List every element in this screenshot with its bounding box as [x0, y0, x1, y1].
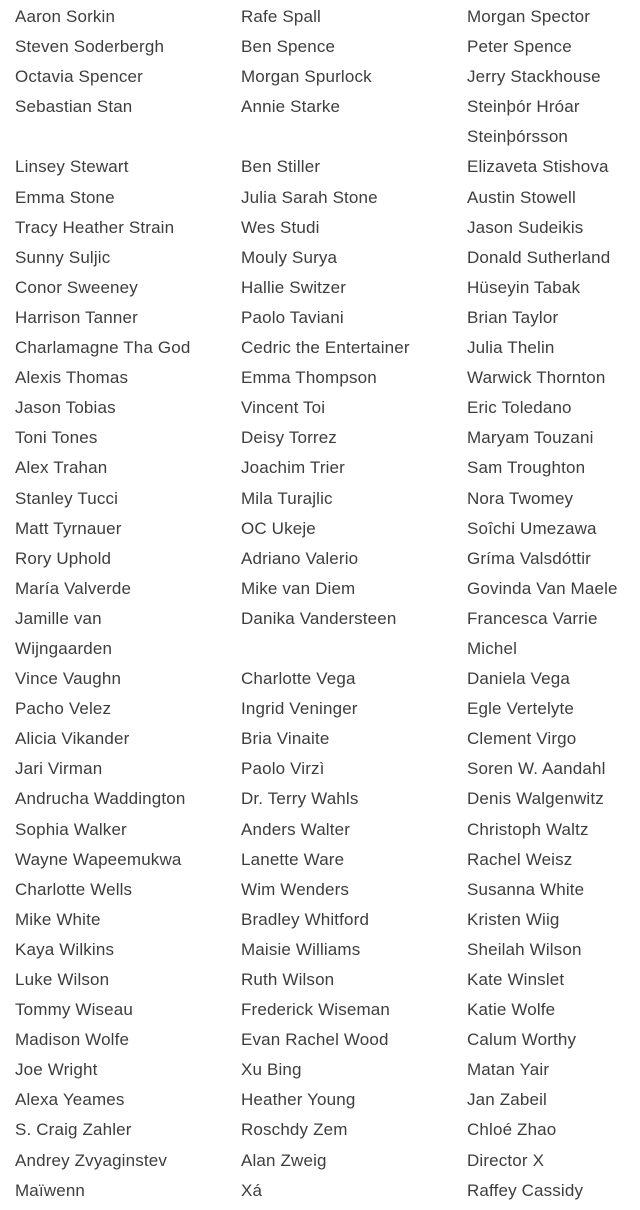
name-entry: Frederick Wiseman — [241, 1000, 390, 1020]
name-entry: Joe Wright — [15, 1060, 98, 1080]
name-entry: Wim Wenders — [241, 879, 350, 899]
name-entry: Xá — [241, 1180, 263, 1200]
name-entry: Rafe Spall — [241, 7, 321, 26]
name-entry: Kate Winslet — [467, 970, 565, 989]
name-entry: Madison Wolfe — [15, 1030, 130, 1050]
name-entry: Wijngaarden — [15, 638, 113, 658]
name-entry: Peter Spence — [467, 37, 572, 57]
name-entry: Alexa Yeames — [15, 1090, 125, 1110]
name-entry: Anders Walter — [241, 819, 351, 839]
name-entry: Jamille van — [15, 608, 102, 628]
name-entry: Jason Tobias — [15, 398, 116, 418]
name-entry: S. Craig Zahler — [15, 1120, 132, 1140]
name-entry: Joachim Trier — [241, 458, 345, 478]
name-entry: Hallie Switzer — [241, 277, 347, 297]
name-entry: Maryam Touzani — [467, 428, 594, 448]
name-entry: Soren W. Aandahl — [467, 759, 606, 779]
name-entry: Kristen Wiig — [467, 909, 560, 929]
name-entry: Alexis Thomas — [15, 368, 129, 388]
name-entry: Jason Sudeikis — [467, 217, 584, 237]
name-entry: Michel — [467, 638, 518, 658]
name-entry: María Valverde — [15, 578, 132, 598]
name-entry: Eric Toledano — [467, 398, 572, 418]
name-entry: Deisy Torrez — [241, 428, 337, 448]
name-entry: Warwick Thornton — [467, 368, 606, 388]
name-entry: Brian Taylor — [467, 307, 559, 327]
name-entry: Charlotte Vega — [241, 669, 356, 689]
name-entry: Mike van Diem — [241, 578, 356, 598]
name-entry: Vincent Toi — [241, 398, 326, 418]
name-entry: Mouly Surya — [241, 247, 338, 267]
name-entry: Govinda Van Maele — [467, 578, 618, 598]
name-entry: Bria Vinaite — [241, 729, 330, 749]
name-entry: Ingrid Veninger — [241, 699, 358, 719]
name-entry: Maïwenn — [15, 1180, 86, 1200]
name-entry: Wes Studi — [241, 217, 320, 237]
name-entry: Jan Zabeil — [467, 1090, 547, 1110]
name-entry: Tracy Heather Strain — [15, 217, 175, 237]
name-entry: Steinþór Hróar — [467, 97, 580, 117]
name-entry: Jerry Stackhouse — [467, 67, 601, 87]
name-entry: Alan Zweig — [241, 1150, 327, 1170]
name-entry: Toni Tones — [15, 428, 98, 448]
name-entry: Nora Twomey — [467, 488, 574, 508]
name-entry: Julia Sarah Stone — [241, 187, 378, 207]
name-entry: Daniela Vega — [467, 669, 570, 689]
name-entry: Chloé Zhao — [467, 1120, 557, 1140]
name-entry: Adriano Valerio — [241, 548, 359, 568]
name-entry: Rory Uphold — [15, 548, 112, 568]
name-entry: Charlotte Wells — [15, 879, 133, 899]
name-entry — [15, 122, 241, 152]
name-entry: Sebastian Stan — [15, 97, 133, 117]
name-entry: Gríma Valsdóttir — [467, 548, 591, 568]
name-entry: Bradley Whitford — [241, 909, 370, 929]
name-entry: Sophia Walker — [15, 819, 127, 839]
name-entry: Xu Bing — [241, 1060, 302, 1080]
name-entry: Kaya Wilkins — [15, 939, 115, 959]
name-entry: Hüseyin Tabak — [467, 277, 581, 297]
name-entry: Wayne Wapeemukwa — [15, 849, 182, 869]
name-entry: Evan Rachel Wood — [241, 1030, 389, 1050]
name-entry: Katie Wolfe — [467, 1000, 556, 1020]
name-entry: OC Ukeje — [241, 518, 316, 538]
name-entry: Rachel Weisz — [467, 849, 573, 869]
name-entry: Cedric the Entertainer — [241, 338, 410, 358]
name-entry: Matt Tyrnauer — [15, 518, 122, 538]
name-entry: Dr. Terry Wahls — [241, 789, 359, 809]
name-entry: Luke Wilson — [15, 970, 110, 989]
name-entry: Stanley Tucci — [15, 488, 119, 508]
name-entry: Andrey Zvyaginstev — [15, 1150, 167, 1170]
name-entry: Danika Vandersteen — [241, 608, 397, 628]
name-entry: Sheilah Wilson — [467, 939, 582, 959]
name-entry: Linsey Stewart — [15, 157, 129, 177]
name-entry: Paolo Taviani — [241, 307, 344, 327]
name-entry: Vince Vaughn — [15, 669, 122, 689]
name-entry: Clement Virgo — [467, 729, 577, 749]
name-entry: Elizaveta Stishova — [467, 157, 609, 177]
name-entry: Lanette Ware — [241, 849, 345, 869]
name-entry: Ben Stiller — [241, 157, 321, 177]
name-entry: Alex Trahan — [15, 458, 108, 478]
name-entry: Matan Yair — [467, 1060, 550, 1080]
name-entry: Andrucha Waddington — [15, 789, 186, 809]
name-entry: Steinþórsson — [467, 127, 569, 147]
name-entry: Steven Soderbergh — [15, 37, 165, 57]
name-entry: Mike White — [15, 909, 101, 929]
name-entry: Director X — [467, 1150, 545, 1170]
name-entry — [241, 122, 467, 152]
name-entry: Maisie Williams — [241, 939, 361, 959]
names-list — [15, 2, 640, 1206]
name-entry: Sunny Suljic — [15, 247, 111, 267]
name-entry: Austin Stowell — [467, 187, 576, 207]
name-entry: Morgan Spurlock — [241, 67, 372, 87]
name-entry: Julia Thelin — [467, 338, 555, 358]
name-entry: Charlamagne Tha God — [15, 338, 191, 358]
name-entry: Soîchi Umezawa — [467, 518, 597, 538]
name-entry: Calum Worthy — [467, 1030, 577, 1050]
name-entry: Jari Virman — [15, 759, 103, 779]
name-entry: Aaron Sorkin — [15, 7, 116, 26]
name-entry: Raffey Cassidy — [467, 1180, 584, 1200]
name-entry: Egle Vertelyte — [467, 699, 574, 719]
name-entry: Emma Thompson — [241, 368, 377, 388]
name-entry — [241, 634, 467, 664]
name-entry: Octavia Spencer — [15, 67, 143, 87]
name-entry: Morgan Spector — [467, 7, 591, 26]
name-entry: Roschdy Zem — [241, 1120, 348, 1140]
name-entry: Paolo Virzì — [241, 759, 325, 779]
name-entry: Alicia Vikander — [15, 729, 130, 749]
name-entry: Ruth Wilson — [241, 970, 335, 989]
name-entry: Harrison Tanner — [15, 307, 138, 327]
name-entry: Tommy Wiseau — [15, 1000, 133, 1020]
name-entry: Donald Sutherland — [467, 247, 611, 267]
name-entry: Ben Spence — [241, 37, 336, 57]
name-entry: Annie Starke — [241, 97, 341, 117]
name-entry: Denis Walgenwitz — [467, 789, 604, 809]
name-entry: Christoph Waltz — [467, 819, 589, 839]
name-entry: Heather Young — [241, 1090, 356, 1110]
name-entry: Sam Troughton — [467, 458, 586, 478]
name-entry: Emma Stone — [15, 187, 115, 207]
name-entry: Pacho Velez — [15, 699, 112, 719]
name-entry: Conor Sweeney — [15, 277, 138, 297]
name-entry: Mila Turajlic — [241, 488, 333, 508]
name-entry: Susanna White — [467, 879, 585, 899]
name-entry: Francesca Varrie — [467, 608, 598, 628]
